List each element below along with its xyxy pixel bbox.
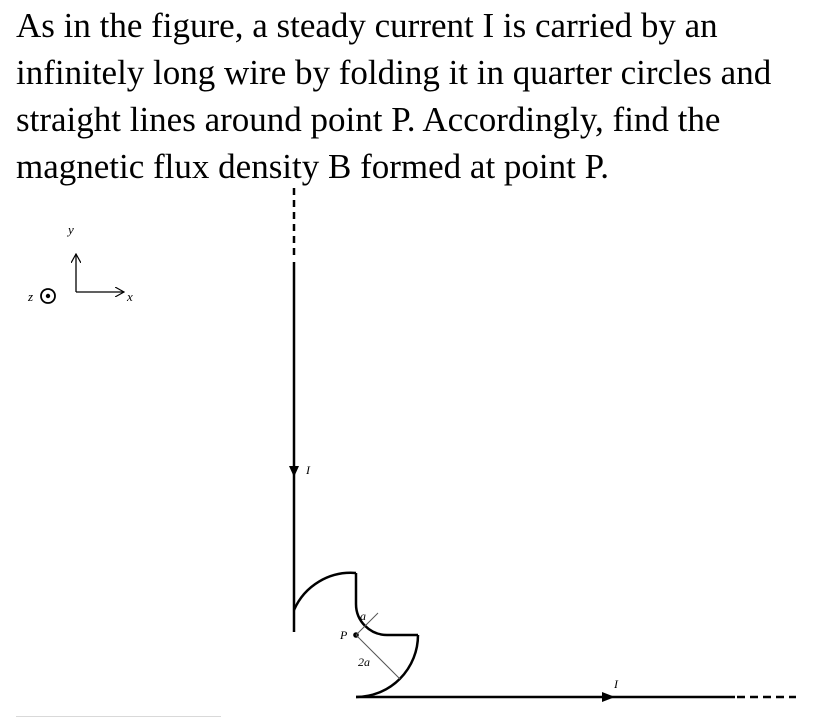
x-axis-label: x <box>127 289 133 304</box>
vertical-current-label: I <box>306 463 310 477</box>
z-axis-label: z <box>28 289 34 304</box>
bottom-divider <box>16 716 221 717</box>
problem-line-3: straight lines around point P. Accordingly, find the <box>16 100 721 139</box>
radius-a-label: a <box>360 609 366 623</box>
problem-line-2: infinitely long wire by folding it in quarter circles and <box>16 53 772 92</box>
horizontal-current-arrow <box>602 692 615 702</box>
horizontal-current-label: I <box>614 677 618 691</box>
problem-line-4: magnetic flux density B formed at point P. <box>16 147 609 186</box>
radius-2a-label: 2a <box>358 655 370 669</box>
coordinate-axes <box>27 222 133 304</box>
z-axis-dot <box>46 294 50 298</box>
problem-line-1: As in the figure, a steady current I is carried by an <box>16 6 718 45</box>
point-p-label: P <box>340 628 348 642</box>
vertical-current-arrow <box>289 466 299 477</box>
outer-quarter-arc-upper <box>294 573 356 610</box>
y-axis-label: y <box>68 222 74 237</box>
